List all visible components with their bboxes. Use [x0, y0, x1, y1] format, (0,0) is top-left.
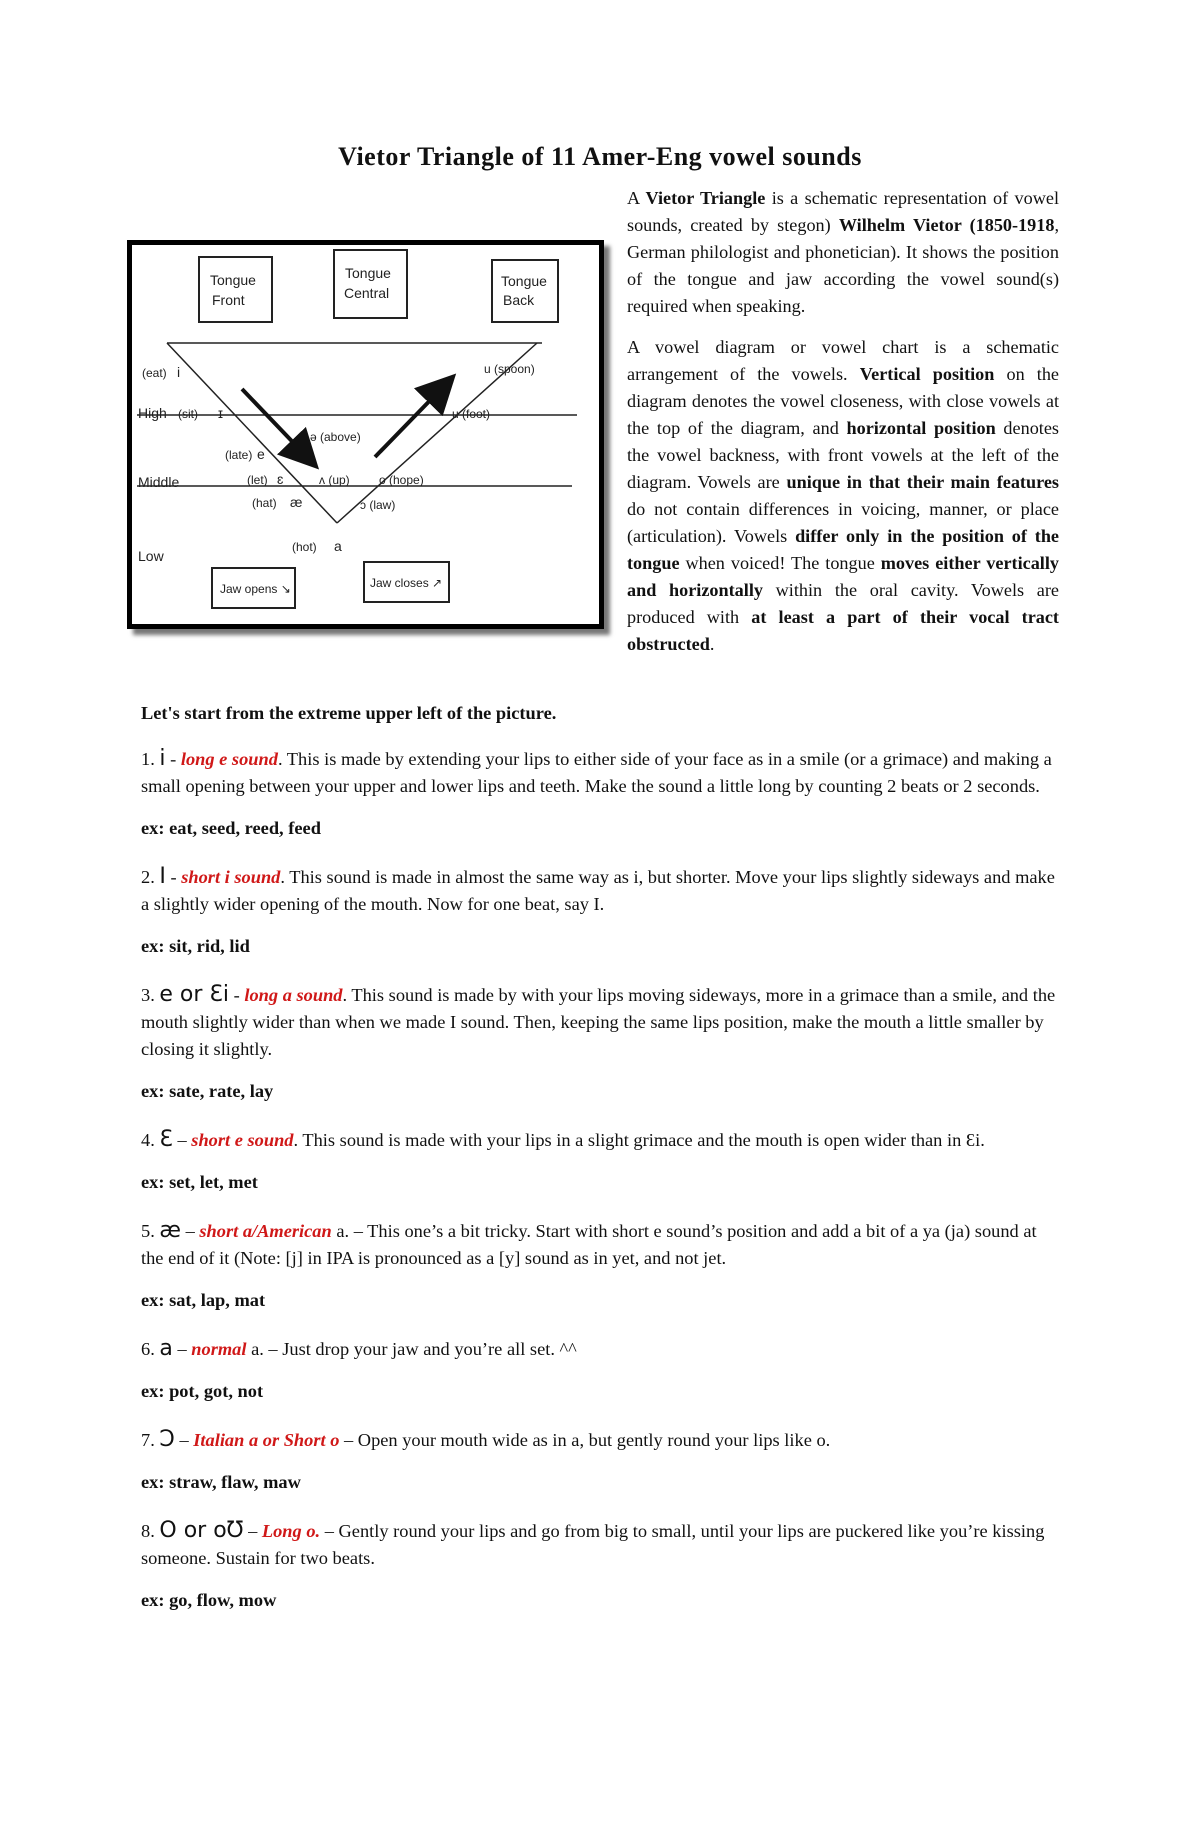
vowel-list: [141, 745, 1061, 1614]
vowel-separator: -: [229, 985, 245, 1005]
tongue-back-label-2: Back: [503, 292, 535, 308]
up-label: ʌ (up): [319, 473, 350, 487]
foot-label: u (foot): [452, 407, 491, 421]
intro-text: [627, 185, 1059, 672]
vowel-examples: ex: go, flow, mow: [141, 1590, 277, 1610]
hope-label: o (hope): [379, 473, 424, 487]
vowel-symbol: e or Ɛi: [159, 982, 230, 1007]
sit-label: (sit): [178, 407, 198, 421]
jaw-closes-arrow: [375, 385, 445, 457]
intro-run: A: [627, 188, 646, 208]
vowel-name: long e sound: [180, 749, 278, 769]
tongue-central-box: [334, 250, 407, 318]
vowel-description: [141, 1217, 1061, 1272]
spoon-label: u (spoon): [484, 362, 535, 376]
vowel-explanation: . This sound is made in almost the same way as i, but shorter. Move your lips slightly sideways and make a slightly wider opening of the mouth. Now for one beat, say I.: [141, 867, 1055, 914]
vowel-item: [141, 1517, 1061, 1614]
let-label: (let): [247, 473, 268, 487]
vowel-number: 3.: [141, 985, 160, 1005]
vowel-description: [141, 1335, 1061, 1363]
hot-label: (hot): [292, 540, 317, 554]
vowel-examples: ex: sit, rid, lid: [141, 936, 250, 956]
row-middle-label: Middle: [138, 474, 180, 490]
jaw-closes-label: Jaw closes ↗: [370, 576, 443, 590]
vowel-symbol: Ɛ: [159, 1127, 173, 1152]
vowel-symbol: i: [159, 746, 166, 771]
vowel-examples: ex: set, let, met: [141, 1172, 258, 1192]
diagram-canvas: [132, 245, 599, 624]
vowel-explanation: . This sound is made with your lips in a slight grimace and the mouth is open wider than in Ɛi.: [293, 1130, 985, 1150]
intro-run: , German philologist and phonetician). It shows the position of the tongue and jaw according the vowel sound(s) required when speaking.: [627, 215, 1059, 316]
vowel-name: long a sound: [244, 985, 343, 1005]
vowel-item: [141, 863, 1061, 960]
vowel-separator: –: [243, 1521, 262, 1541]
vowel-symbol: O or oƱ: [159, 1518, 244, 1543]
jaw-opens-label: Jaw opens ↘: [220, 582, 291, 596]
vowel-name: short a/American: [199, 1221, 332, 1241]
vowel-description: [141, 1517, 1061, 1572]
vowel-examples: ex: straw, flaw, maw: [141, 1472, 301, 1492]
tongue-central-label-1: Tongue: [345, 265, 391, 281]
tongue-back-box: [492, 260, 558, 322]
vowel-examples: ex: pot, got, not: [141, 1381, 264, 1401]
vowel-item: [141, 981, 1061, 1105]
vowel-symbol: æ: [159, 1218, 181, 1243]
vowel-separator: –: [174, 1430, 194, 1450]
vowel-separator: –: [172, 1339, 192, 1359]
vowel-number: 2.: [141, 867, 160, 887]
vowel-symbol: I: [159, 864, 166, 889]
vowel-separator: –: [181, 1221, 200, 1241]
tongue-front-box: [199, 257, 272, 322]
vowel-i: i: [177, 364, 181, 380]
vowel-explanation: . This is made by extending your lips to either side of your face as in a smile (or a grimace) and making a small opening between your upper and lower lips and teeth. Make the sound a little long by counting 2 beats or 2 seconds.: [141, 749, 1052, 796]
intro-run: within the oral cavity. Vowels are produced with: [627, 580, 1059, 627]
row-low-label: Low: [138, 548, 164, 564]
vowel-examples: ex: sat, lap, mat: [141, 1290, 266, 1310]
intro-paragraph-2: [627, 334, 1059, 658]
intro-run: horizontal position: [846, 418, 996, 438]
page-title: Vietor Triangle of 11 Amer-Eng vowel sounds: [338, 142, 862, 171]
intro-run: at least a part of their vocal tract obstructed: [627, 607, 1059, 654]
tongue-back-label-1: Tongue: [501, 273, 547, 289]
intro-run: denotes the vowel backness, with front vowels at the left of the diagram. Vowels are: [627, 418, 1059, 492]
vowel-item: [141, 1217, 1061, 1314]
late-label: (late): [225, 448, 253, 462]
tongue-front-label-1: Tongue: [210, 272, 256, 288]
vietor-triangle-diagram: [127, 240, 604, 629]
vowel-explanation: a. – This one’s a bit tricky. Start with short e sound’s position and add a bit of a ya (ja) sound at the end of it (Note: [j] in IPA is pronounced as a [y] sound as in yet, and not jet.: [141, 1221, 1037, 1268]
vowel-number: 4.: [141, 1130, 160, 1150]
vowel-list-section: [141, 700, 1061, 1635]
intro-run: unique in that their main features: [786, 472, 1059, 492]
vowel-description: [141, 745, 1061, 800]
vowel-e: e: [257, 446, 265, 462]
vowel-symbol: Ɔ: [159, 1427, 175, 1452]
vowel-explanation: . This sound is made by with your lips moving sideways, more in a grimace than a smile, and the mouth slightly wider than when we made I sound. Then, keeping the same lips position, make the mouth a little smaller by closing it slightly.: [141, 985, 1056, 1059]
vowel-epsilon: ɛ: [277, 471, 284, 487]
vowel-description: [141, 981, 1061, 1063]
intro-run: when voiced! The tongue: [679, 553, 881, 573]
intro-run: Vietor Triangle: [645, 188, 766, 208]
intro-paragraph-1: [627, 185, 1059, 320]
vowel-explanation: a. – Just drop your jaw and you’re all set. ^^: [246, 1339, 577, 1359]
vowel-name: Long o.: [261, 1521, 321, 1541]
vowel-explanation: – Gently round your lips and go from big to small, until your lips are puckered like you’re kissing someone. Sustain for two beats.: [141, 1521, 1045, 1568]
vowel-number: 7.: [141, 1430, 160, 1450]
vowel-a: a: [334, 538, 342, 554]
vowel-explanation: – Open your mouth wide as in a, but gently round your lips like o.: [339, 1430, 831, 1450]
vowel-number: 8.: [141, 1521, 160, 1541]
lead-sentence: Let's start from the extreme upper left of the picture.: [141, 703, 557, 723]
vowel-description: [141, 863, 1061, 918]
vowel-examples: ex: eat, seed, reed, feed: [141, 818, 321, 838]
vowel-ae: æ: [290, 494, 303, 510]
law-label: ɔ (law): [360, 498, 396, 512]
vowel-number: 5.: [141, 1221, 160, 1241]
vowel-I: ɪ: [218, 405, 223, 421]
vowel-symbol: a: [159, 1336, 173, 1361]
intro-run: Wilhelm Vietor (1850-1918: [838, 215, 1055, 235]
vowel-separator: –: [172, 1130, 192, 1150]
above-label: ə (above): [310, 430, 361, 444]
vowel-item: [141, 1335, 1061, 1405]
vowel-description: [141, 1426, 1061, 1454]
eat-label: (eat): [142, 366, 167, 380]
vowel-item: [141, 745, 1061, 842]
vowel-item: [141, 1426, 1061, 1496]
tongue-front-label-2: Front: [212, 292, 245, 308]
intro-run: moves either vertically and horizontally: [627, 553, 1059, 600]
intro-run: .: [709, 634, 715, 654]
intro-run: Vertical position: [859, 364, 995, 384]
intro-run: A vowel diagram or vowel chart is a schematic arrangement of the vowels.: [627, 337, 1059, 384]
vowel-name: short e sound: [191, 1130, 294, 1150]
vowel-examples: ex: sate, rate, lay: [141, 1081, 274, 1101]
vowel-separator: -: [165, 867, 182, 887]
vowel-name: normal: [191, 1339, 247, 1359]
vowel-separator: -: [165, 749, 181, 769]
intro-run: differ only in the position of the tongue: [627, 526, 1060, 573]
intro-run: is a schematic representation of vowel sounds, created by stegon): [627, 188, 1060, 235]
row-high-label: High: [138, 405, 167, 421]
intro-run: on the diagram denotes the vowel closeness, with close vowels at the top of the diagram, and: [627, 364, 1059, 438]
vowel-number: 1.: [141, 749, 160, 769]
vowel-description: [141, 1126, 1061, 1154]
vowel-name: short i sound: [181, 867, 281, 887]
vowel-number: 6.: [141, 1339, 160, 1359]
hat-label: (hat): [252, 496, 277, 510]
vowel-item: [141, 1126, 1061, 1196]
vowel-name: Italian a or Short o: [193, 1430, 340, 1450]
tongue-central-label-2: Central: [344, 285, 390, 301]
intro-run: do not contain differences in voicing, manner, or place (articulation). Vowels: [627, 499, 1059, 546]
